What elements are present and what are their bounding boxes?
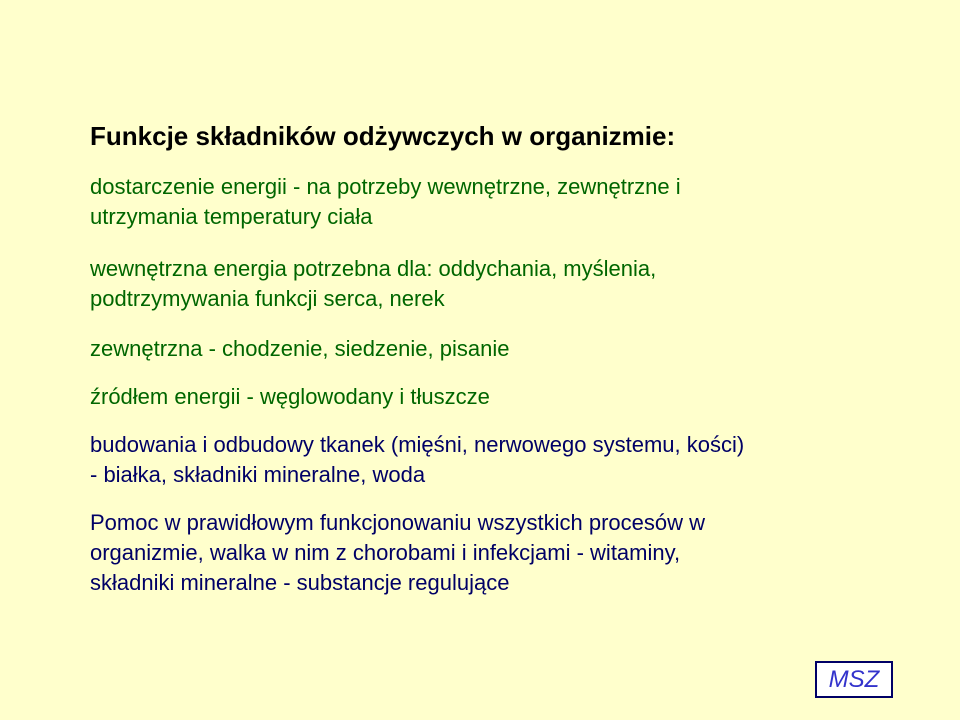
external-energy-paragraph: [90, 334, 509, 364]
text-line: dostarczenie energii - na potrzeby wewnętrzne, zewnętrzne i: [90, 174, 681, 199]
internal-energy-paragraph: [90, 254, 656, 314]
text-line: wewnętrzna energia potrzebna dla: oddychania, myślenia,: [90, 256, 657, 281]
text-line: budowania i odbudowy tkanek (mięśni, nerwowego systemu, kości): [90, 432, 745, 457]
text-line: organizmie, walka w nim z chorobami i infekcjami - witaminy,: [90, 540, 681, 565]
tissue-building-paragraph: [90, 430, 744, 490]
msz-badge: MSZ: [815, 661, 893, 698]
energy-source-paragraph: [90, 382, 490, 412]
regulation-paragraph: [90, 508, 705, 598]
text-line: źródłem energii - węglowodany i tłuszcze: [90, 384, 490, 409]
slide-title: Funkcje składników odżywczych w organizmie:: [90, 121, 676, 151]
energy-supply-paragraph: [90, 172, 681, 232]
text-line: składniki mineralne - substancje regulujące: [90, 570, 510, 595]
text-line: Pomoc w prawidłowym funkcjonowaniu wszystkich procesów w: [90, 510, 706, 535]
text-line: zewnętrzna - chodzenie, siedzenie, pisanie: [90, 336, 510, 361]
text-line: utrzymania temperatury ciała: [90, 204, 373, 229]
text-line: - białka, składniki mineralne, woda: [90, 462, 426, 487]
text-line: podtrzymywania funkcji serca, nerek: [90, 286, 445, 311]
